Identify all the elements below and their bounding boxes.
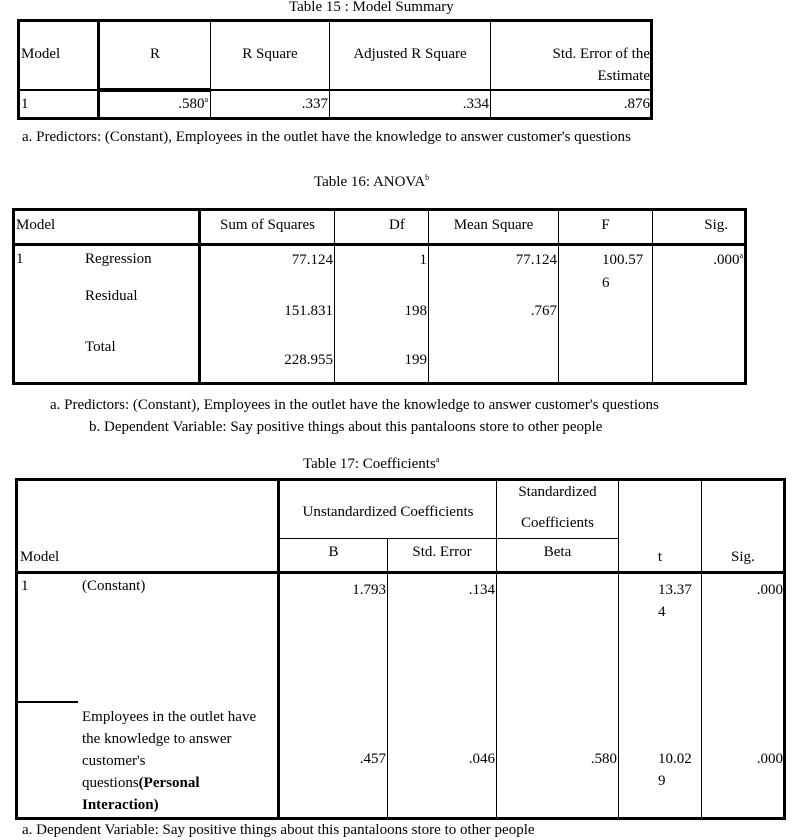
t16-header-df: Df [389, 217, 405, 233]
t17-row-t-line1: 13.37 [658, 582, 692, 598]
t16-header-ss: Sum of Squares [220, 217, 315, 233]
t17-row-std-error: .046 [468, 751, 495, 767]
t16-row-label: Total [85, 339, 116, 355]
t15-cell-adj-r-square: .334 [462, 96, 489, 112]
t16-row-df: 1 [419, 252, 427, 268]
t15-cell-r-square: .337 [301, 96, 328, 112]
t17-row-label-line1: Employees in the outlet have [82, 709, 257, 725]
table-17-title: Table 17: Coefficients$^a$ [303, 455, 440, 472]
t16-row-f-line1: 100.57 [602, 252, 644, 268]
t17-row-label-line5: Interaction) [82, 797, 159, 813]
t17-row-t-line2: 9 [658, 773, 666, 789]
t17-header-std-error: Std. Error [412, 544, 472, 560]
t15-header-r-square: R Square [242, 46, 298, 62]
t17-row-t-line1: 10.02 [658, 751, 692, 767]
t17-header-model: Model [20, 549, 60, 565]
t15-header-adj-r-square: Adjusted R Square [353, 46, 467, 62]
t17-row-label-line3: customer's [82, 753, 146, 769]
t16-row-df: 199 [404, 352, 427, 368]
t16-row-ss: 151.831 [284, 303, 333, 319]
table-16-note-b: b. Dependent Variable: Say positive things about this pantaloons store to other people [89, 419, 603, 435]
t15-header-r: R [149, 46, 160, 62]
t17-model-num: 1 [21, 578, 29, 594]
t17-row-label-line2: the knowledge to answer [82, 731, 232, 747]
t17-row-b: .457 [359, 751, 386, 767]
t16-row-ms: .767 [530, 303, 557, 319]
t17-header-std-line2: Coefficients [520, 515, 595, 531]
t17-row-label: (Constant) [82, 578, 146, 594]
t16-row-label: Residual [85, 288, 138, 304]
t17-header-b: B [328, 544, 339, 560]
t16-row-ss: 77.124 [291, 252, 333, 268]
t17-row-label-line4: questions(Personal [82, 775, 200, 791]
t17-row-beta: .580 [590, 751, 617, 767]
t15-header-model: Model [21, 46, 61, 62]
t17-header-beta: Beta [543, 544, 572, 560]
t17-row-t-line2: 4 [658, 604, 666, 620]
t16-row-df: 198 [404, 303, 427, 319]
table-15-note: a. Predictors: (Constant), Employees in the outlet have the knowledge to answer customer's questions [22, 129, 631, 145]
t16-header-model: Model [16, 217, 56, 233]
t15-cell-model: 1 [21, 96, 29, 112]
t17-row-sig: .000 [756, 751, 783, 767]
t16-row-f-line2: 6 [602, 275, 610, 291]
t17-header-sig: Sig. [731, 549, 755, 565]
t17-row-std-error: .134 [468, 582, 495, 598]
t15-header-std-error-2: Estimate [597, 68, 650, 84]
t15-cell-std-error: .876 [623, 96, 650, 112]
table-16-title: Table 16: ANOVA$^b$ [314, 173, 430, 190]
t15-cell-r: .580$^a$ [178, 95, 208, 112]
t17-row-sig: .000 [756, 582, 783, 598]
t16-header-f: F [601, 217, 610, 233]
t16-row-ss: 228.955 [284, 352, 333, 368]
t16-header-sig: Sig. [704, 217, 728, 233]
table-16-note-a: a. Predictors: (Constant), Employees in the outlet have the knowledge to answer customer's questions [50, 397, 659, 413]
t16-row-sig: .000$^a$ [713, 251, 743, 268]
table-17-note: a. Dependent Variable: Say positive things about this pantaloons store to other people [22, 822, 535, 838]
t16-header-ms: Mean Square [453, 217, 534, 233]
t16-row-label: Regression [85, 251, 152, 267]
t16-model-num: 1 [16, 251, 24, 267]
t17-row-b: 1.793 [352, 582, 386, 598]
t17-header-t: t [657, 549, 663, 565]
t17-header-std-line1: Standardized [518, 484, 597, 500]
table-15-title: Table 15 : Model Summary [289, 0, 454, 15]
t17-header-unstd: Unstandardized Coefficients [302, 504, 474, 520]
t16-row-ms: 77.124 [515, 252, 557, 268]
t15-header-std-error-1: Std. Error of the [552, 46, 650, 62]
